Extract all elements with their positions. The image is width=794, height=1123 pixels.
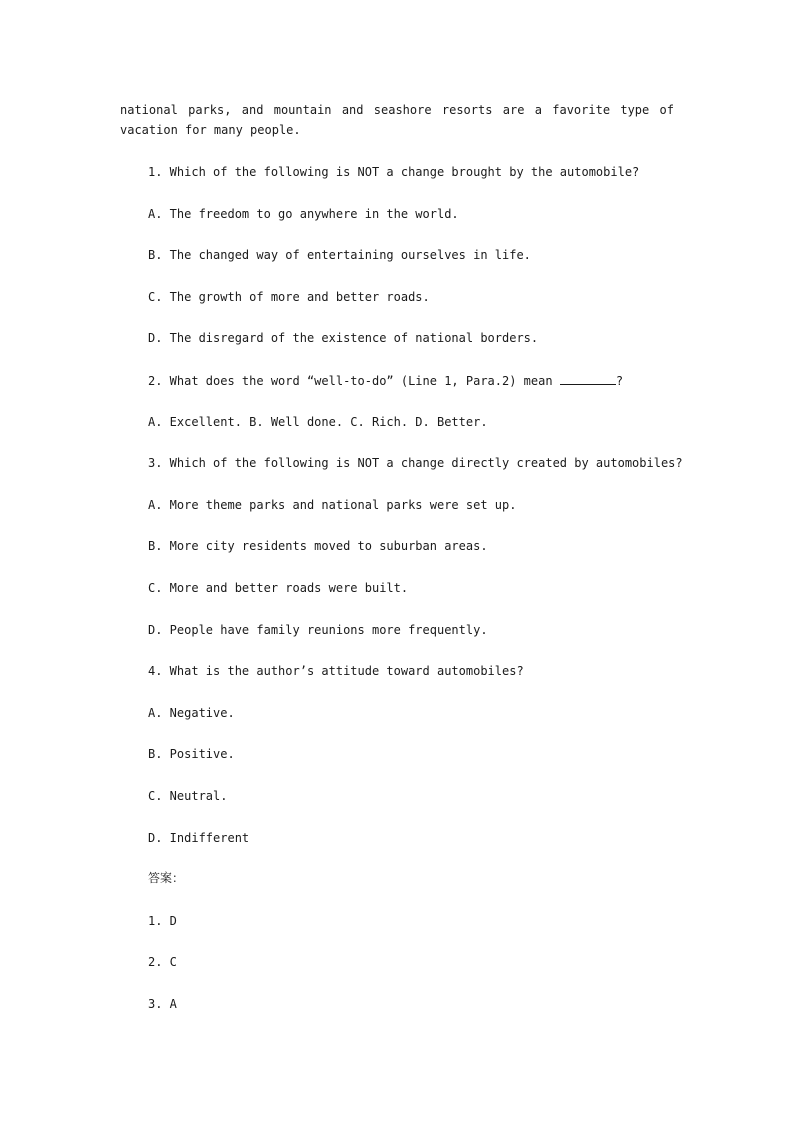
passage-line-1: national parks, and mountain and seashore resorts are a favorite type of — [120, 103, 674, 117]
question-4-stem: 4. What is the author’s attitude toward automobiles? — [148, 664, 524, 678]
question-1-stem: 1. Which of the following is NOT a change brought by the automobile? — [148, 165, 640, 179]
question-1-option-b: B. The changed way of entertaining ourselves in life. — [148, 248, 531, 262]
answers-heading: 答案： — [148, 871, 185, 885]
question-3-option-a: A. More theme parks and national parks were set up. — [148, 498, 517, 512]
question-2-stem-text: 2. What does the word “well-to-do” (Line 1, Para.2) mean — [148, 374, 560, 388]
question-4-option-b: B. Positive. — [148, 747, 235, 761]
answer-1: 1. D — [148, 914, 177, 928]
question-2-options: A. Excellent. B. Well done. C. Rich. D. Better. — [148, 415, 488, 429]
question-2-stem-end: ? — [615, 374, 624, 388]
passage-line-2: vacation for many people. — [120, 123, 301, 137]
answer-3: 3. A — [148, 997, 177, 1011]
question-3-stem: 3. Which of the following is NOT a change directly created by automobiles? — [148, 456, 683, 470]
question-3-option-b: B. More city residents moved to suburban areas. — [148, 539, 488, 553]
question-3-option-c: C. More and better roads were built. — [148, 581, 409, 595]
question-1-option-d: D. The disregard of the existence of national borders. — [148, 331, 539, 345]
question-1-option-a: A. The freedom to go anywhere in the world. — [148, 207, 459, 221]
question-2-stem — [148, 372, 623, 389]
question-4-option-c: C. Neutral. — [148, 789, 228, 803]
question-4-option-d: D. Indifferent — [148, 831, 250, 845]
answer-blank — [560, 372, 616, 385]
answer-2: 2. C — [148, 955, 177, 969]
question-4-option-a: A. Negative. — [148, 706, 235, 720]
question-3-option-d: D. People have family reunions more frequently. — [148, 623, 488, 637]
question-1-option-c: C. The growth of more and better roads. — [148, 290, 430, 304]
